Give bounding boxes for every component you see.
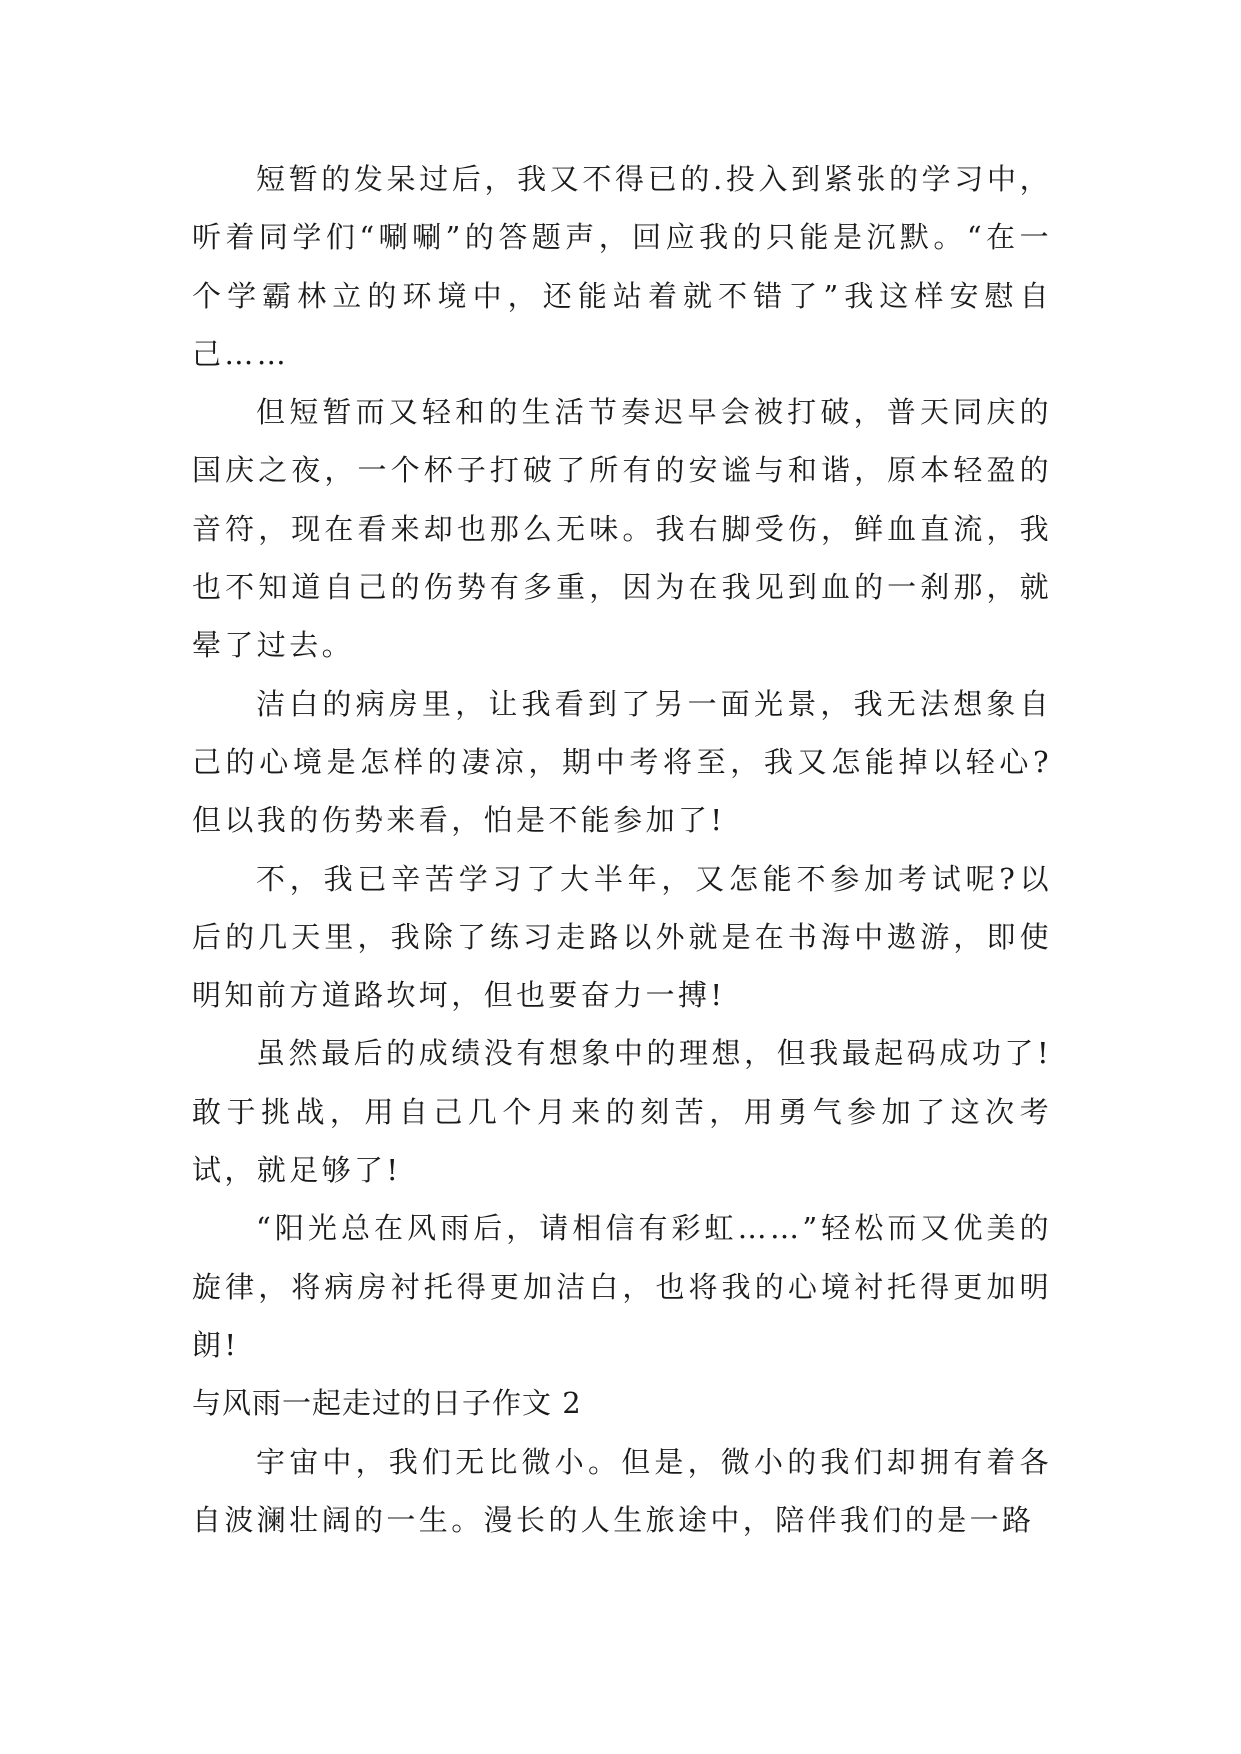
paragraph-3: 洁白的病房里，让我看到了另一面光景，我无法想象自己的心境是怎样的凄凉，期中考将至，我又怎能掉以轻心?但以我的伤势来看，怕是不能参加了! (192, 686, 1052, 838)
paragraph-5: 虽然最后的成绩没有想象中的理想，但我最起码成功了!敢于挑战，用自己几个月来的刻苦，用勇气参加了这次考试，就足够了! (192, 1036, 1052, 1188)
paragraph-1: 短暂的发呆过后，我又不得已的.投入到紧张的学习中，听着同学们“唰唰”的答题声，回应我的只能是沉默。“在一个学霸林立的环境中，还能站着就不错了”我这样安慰自己…… (192, 162, 1052, 371)
paragraph-6: “阳光总在风雨后，请相信有彩虹……”轻松而又优美的旋律，将病房衬托得更加洁白，也将我的心境衬托得更加明朗! (192, 1211, 1052, 1362)
paragraph-7: 宇宙中，我们无比微小。但是，微小的我们却拥有着各自波澜壮阔的一生。漫长的人生旅途中，陪伴我们的是一路 (192, 1444, 1052, 1537)
paragraph-4: 不，我已辛苦学习了大半年，又怎能不参加考试呢?以后的几天里，我除了练习走路以外就是在书海中遨游，即使明知前方道路坎坷，但也要奋力一搏! (192, 861, 1052, 1013)
paragraph-2: 但短暂而又轻和的生活节奏迟早会被打破，普天同庆的国庆之夜，一个杯子打破了所有的安谧与和谐，原本轻盈的音符，现在看来却也那么无味。我右脚受伤，鲜血直流，我也不知道自己的伤势有多重，因为在我见到血的一刹那，就晕了过去。 (192, 395, 1052, 663)
document-page (192, 150, 1052, 1549)
section-heading: 与风雨一起走过的日子作文 2 (192, 1386, 582, 1421)
